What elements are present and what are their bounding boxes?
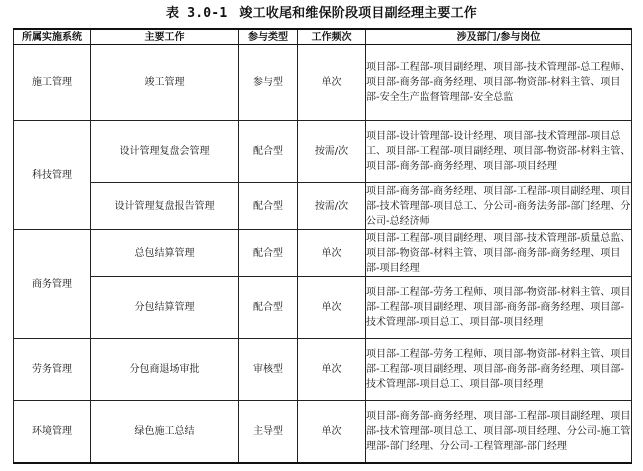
header-row — [14, 29, 632, 45]
system-cell: 环境管理 — [14, 401, 91, 463]
type-cell: 配合型 — [239, 277, 298, 339]
header-departments: 涉及部门/参与岗位 — [366, 29, 632, 45]
table-row — [14, 230, 632, 277]
type-cell: 配合型 — [239, 230, 298, 277]
departments-cell: 项目部-工程部-项目副经理、项目部-技术管理部-总工程师、项目部-商务部-商务经理、项目部-物资部-材料主管、项目部-安全生产监督管理部-安全总监 — [366, 45, 632, 121]
frequency-cell: 单次 — [298, 401, 366, 463]
departments-cell: 项目部-设计管理部-设计经理、项目部-技术管理部-项目总工、项目部-工程部-项目副经理、项目部-物资部-材料主管、项目部-商务部-商务经理、项目部-项目经理 — [366, 121, 632, 183]
header-frequency: 工作频次 — [298, 29, 366, 45]
frequency-cell: 单次 — [298, 277, 366, 339]
system-cell: 劳务管理 — [14, 339, 91, 401]
system-cell: 科技管理 — [14, 121, 91, 230]
header-system: 所属实施系统 — [14, 29, 91, 45]
system-cell: 施工管理 — [14, 45, 91, 121]
type-cell: 配合型 — [239, 121, 298, 183]
work-cell: 设计管理复盘会管理 — [91, 121, 239, 183]
departments-cell: 项目部-商务部-商务经理、项目部-工程部-项目副经理、项目部-技术管理部-项目总工、项目部-项目经理、分公司-施工管理部-部门经理、分公司-工程管理部-部门经理 — [366, 401, 632, 463]
table-row — [14, 45, 632, 121]
frequency-cell: 单次 — [298, 230, 366, 277]
type-cell: 参与型 — [239, 45, 298, 121]
table-row — [14, 121, 632, 183]
work-cell: 设计管理复盘报告管理 — [91, 183, 239, 230]
table-row — [14, 277, 632, 339]
system-cell: 商务管理 — [14, 230, 91, 339]
work-cell: 总包结算管理 — [91, 230, 239, 277]
table-row — [14, 401, 632, 463]
frequency-cell: 单次 — [298, 339, 366, 401]
type-cell: 配合型 — [239, 183, 298, 230]
header-work: 主要工作 — [91, 29, 239, 45]
table-number: 表 3.0-1 — [166, 6, 228, 21]
work-cell: 分包商退场审批 — [91, 339, 239, 401]
departments-cell: 项目部-工程部-项目副经理、项目部-技术管理部-质量总监、项目部-物资部-材料主管、项目部-商务部-商务经理、项目部-项目经理 — [366, 230, 632, 277]
work-cell: 竣工管理 — [91, 45, 239, 121]
departments-cell: 项目部-工程部-劳务工程师、项目部-物资部-材料主管、项目部-工程部-项目副经理、项目部-商务部-商务经理、项目部-技术管理部-项目总工、项目部-项目经理 — [366, 277, 632, 339]
frequency-cell: 单次 — [298, 45, 366, 121]
header-type: 参与类型 — [239, 29, 298, 45]
type-cell: 审核型 — [239, 339, 298, 401]
work-cell: 分包结算管理 — [91, 277, 239, 339]
work-cell: 绿色施工总结 — [91, 401, 239, 463]
frequency-cell: 按需/次 — [298, 183, 366, 230]
table-caption — [0, 4, 643, 24]
departments-cell: 项目部-工程部-劳务工程师、项目部-物资部-材料主管、项目部-工程部-项目副经理、项目部-商务部-商务经理、项目部-技术管理部-项目总工、项目部-项目经理 — [366, 339, 632, 401]
table-row — [14, 339, 632, 401]
table-row — [14, 183, 632, 230]
departments-cell: 项目部-商务部-商务经理、项目部-工程部-项目副经理、项目部-技术管理部-项目总工、分公司-商务法务部-部门经理、分公司-总经济师 — [366, 183, 632, 230]
frequency-cell: 按需/次 — [298, 121, 366, 183]
duties-table — [13, 28, 632, 464]
type-cell: 主导型 — [239, 401, 298, 463]
table-title: 竣工收尾和维保阶段项目副经理主要工作 — [239, 6, 477, 21]
